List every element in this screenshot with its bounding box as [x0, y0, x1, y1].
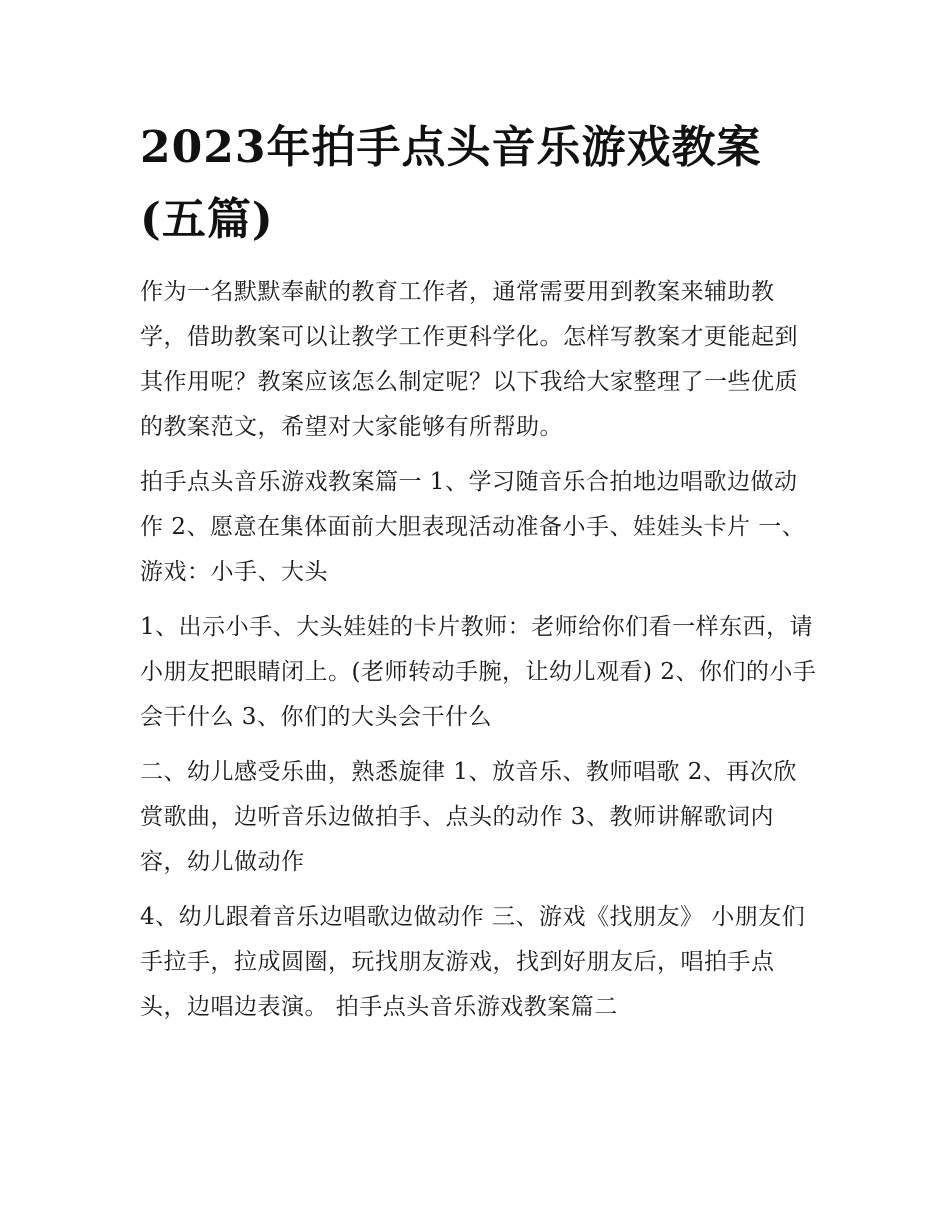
- activity-two-paragraph: 二、幼儿感受乐曲，熟悉旋律 1、放音乐、教师唱歌 2、再次欣赏歌曲，边听音乐边做拍手、点头的动作 3、教师讲解歌词内容，幼儿做动作: [140, 759, 797, 875]
- document-body: [140, 112, 820, 1030]
- intro-paragraph: 作为一名默默奉献的教育工作者，通常需要用到教案来辅助教学，借助教案可以让教学工作更科学化。怎样写教案才更能起到其作用呢？教案应该怎么制定呢？以下我给大家整理了一些优质的教案范文，希望对大家能够有所帮助。: [140, 279, 798, 440]
- document-title: 2023年拍手点头音乐游戏教案(五篇): [140, 122, 762, 245]
- activity-three-paragraph: 4、幼儿跟着音乐边唱歌边做动作 三、游戏《找朋友》 小朋友们手拉手，拉成圆圈，玩找朋友游戏，找到好朋友后，唱拍手点头，边唱边表演。 拍手点头音乐游戏教案篇二: [140, 904, 806, 1020]
- activity-one-paragraph: 1、出示小手、大头娃娃的卡片教师：老师给你们看一样东西，请小朋友把眼睛闭上。(老师转动手腕，让幼儿观看) 2、你们的小手会干什么 3、你们的大头会干什么: [140, 614, 817, 730]
- lesson-one-objectives-paragraph: 拍手点头音乐游戏教案篇一 1、学习随音乐合拍地边唱歌边做动作 2、愿意在集体面前大胆表现活动准备小手、娃娃头卡片 一、游戏：小手、大头: [140, 469, 806, 585]
